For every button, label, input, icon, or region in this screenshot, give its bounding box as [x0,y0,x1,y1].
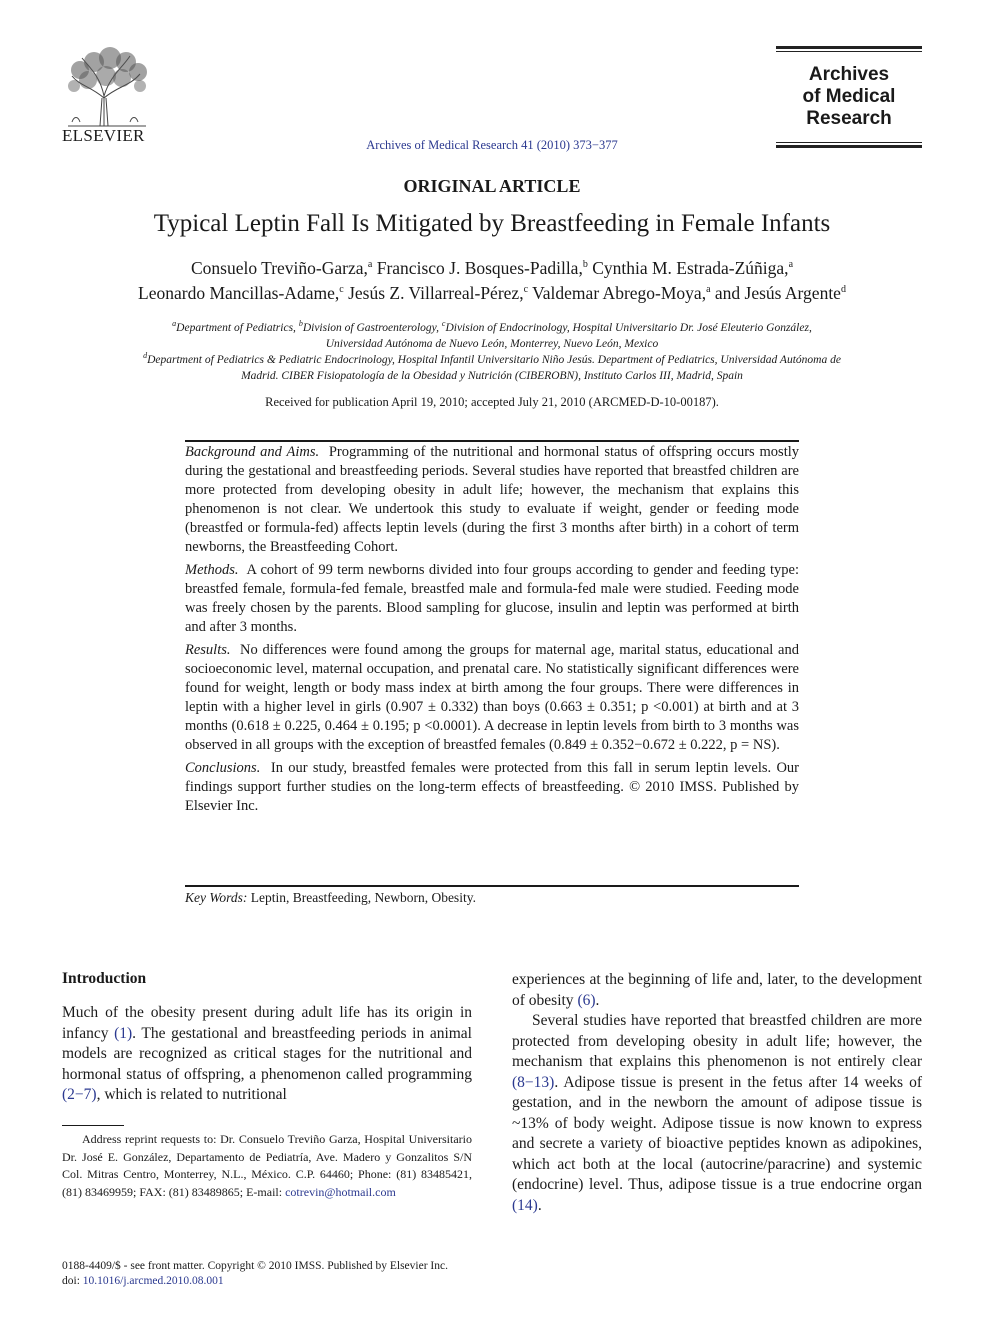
abstract-background [185,443,799,557]
affiliation-marker: a [172,319,177,328]
affiliation-text: Division of Gastroenterology, [302,321,442,334]
reference-link[interactable]: (6) [577,991,596,1009]
abstract-conclusions [185,759,799,816]
abstract-text: No differences were found among the groups for maternal age, marital status, educational and socioeconomic level, maternal occupation, and prenatal care. No statistically significant differences were found for weight, length or body mass index at birth among the four groups. There were differences in leptin with a higher level in girls (0.907 ± 0.332) than boys (0.663 ± 0.351; p <0.001) at birth and at 3 months (0.618 ± 0.225, 0.464 ± 0.195; p <0.0001). A decrease in leptin levels from birth to 3 months was observed in all groups with the exception of breastfed females (0.849 ± 0.352−0.672 ± 0.222, p = NS). [185,642,799,753]
author-name: Leonardo Mancillas-Adame, [138,283,340,303]
keywords [185,890,476,906]
body-text: . The gestational and breastfeeding periods in animal models are recognized as critical stages for the nutritional and hormonal status of offspring, a phenomenon called programming [62,1024,472,1083]
abstract-heading: Methods. [185,562,239,578]
email-link[interactable]: cotrevin@hotmail.com [285,1184,396,1199]
affiliation-text: Universidad Autónoma de Nuevo León, Monterrey, Nuevo León, Mexico [325,337,659,350]
body-paragraph [512,970,922,1011]
journal-name-line: Research [806,108,892,129]
received-dates: Received for publication April 19, 2010; accepted July 21, 2010 (ARCMED-D-10-00187). [265,395,719,409]
section-label: ORIGINAL ARTICLE [403,176,581,196]
section-heading: Introduction [62,970,147,987]
abstract-heading: Conclusions. [185,760,261,776]
left-column [62,1003,472,1106]
reference-link[interactable]: (8−13) [512,1073,555,1091]
page-footer [62,1259,448,1289]
abstract-text: Programming of the nutritional and hormonal status of offspring occurs mostly during the gestational and breastfeeding periods. Several studies have reported that breastfed children are more protected from developing obesity in adult life; however, the mechanism that explains this phenomenon is not clear. We undertook this study to evaluate if weight, gender or feeding mode (breastfed or formula-fed) affects leptin levels (during the first 3 months after birth) in a cohort of term newborns, the Breastfeeding Cohort. [185,444,800,555]
masthead-bottom-rule [776,145,922,148]
abstract-text: In our study, breastfed females were protected from this fall in serum leptin levels. Our findings support further studies on the long-term effects of breastfeeding. © 2010 IMSS. Published by Elsevier Inc. [185,760,799,814]
article-title: Typical Leptin Fall Is Mitigated by Breastfeeding in Female Infants [153,210,831,237]
body-text: Much of the obesity present during adult life has its origin in infancy [62,1004,472,1042]
publisher-name: ELSEVIER [62,126,145,145]
affiliation-marker: a [788,259,794,271]
author-list [0,283,984,304]
author-name: Cynthia M. Estrada-Zúñiga, [587,258,789,278]
body-paragraph [62,1003,472,1106]
abstract-heading: Results. [185,642,231,658]
affiliation-marker: b [582,259,588,271]
body-text: experiences at the beginning of life and, later, to the development of obesity [512,971,922,1009]
body-text: Several studies have reported that breastfed children are more protected from developing obesity in adult life; however, the mechanism that explains this phenomenon is not entirely clear [512,1012,922,1070]
author-name: Jesús Z. Villarreal-Pérez, [343,283,524,303]
affiliation-text: Department of Pediatrics & Pediatric Endocrinology, Hospital Infantil Universitario Niño Jesús. Department of Pediatrics, Universidad Autónoma de [147,353,841,366]
body-text: . Adipose tissue is present in the fetus after 14 weeks of gestation, and in the newborn the amount of adipose tissue is ~13% of body weight. Adipose tissue is now known to express and secrete a variety of bioactive peptides known as adipokines, which act both at the local (autocrine/paracrine) and systemic (endocrine) level. Thus, adipose tissue is a true endocrine organ [512,1073,922,1193]
author-list [0,258,984,279]
affiliation-marker: a [706,284,711,296]
author-name: Francisco J. Bosques-Padilla, [372,258,583,278]
affiliation-text: Madrid. CIBER Fisiopatología de la Obesidad y Nutrición (CIBEROBN), Instituto Carlos III, Madrid, Spain [241,369,743,382]
journal-name-line: Archives [808,64,890,85]
journal-masthead [776,46,922,150]
reference-link[interactable]: (1) [114,1024,133,1042]
affiliation-marker: d [840,284,846,296]
affiliation-text: Department of Pediatrics, [176,321,299,334]
masthead-top-thin-rule [776,51,922,52]
reference-link[interactable]: (2−7) [62,1086,97,1103]
abstract-methods [185,561,799,637]
keywords-label: Key Words: [185,890,248,905]
right-column [512,970,922,1216]
author-name: and Jesús Argente [710,283,841,303]
journal-name-line: of Medical [802,86,896,107]
abstract [185,443,799,820]
body-paragraph [512,1011,922,1216]
doi-label: doi: [62,1275,83,1287]
affiliation-marker: c [441,319,446,328]
affiliation [50,348,934,384]
affiliation-marker: b [298,319,303,328]
author-name: Consuelo Treviño-Garza, [190,258,368,278]
body-text: . [537,1196,542,1214]
doi-line [62,1274,448,1289]
abstract-text: A cohort of 99 term newborns divided into four groups according to gender and feeding type: breastfed female, formula-fed female, breastfed male and formula-fed male were studied. Feeding mode was freely chosen by the parents. Blood sampling for glucose, insulin and leptin was performed at birth and after 3 months. [185,562,799,635]
affiliation [50,316,934,352]
reference-link[interactable]: (14) [512,1196,538,1214]
footnote-text: Address reprint requests to: Dr. Consuelo Treviño Garza, Hospital Universitario Dr. José E. González, Departamento de Pediatría, Ave. Madero y Gonzalitos S/N Col. Mitras Centro, Monterrey, N.L., México. C.P. 64460; Phone: (81) 83485421, (81) 83469959; FAX: (81) 83489865; E-mail: [62,1132,472,1199]
affiliation-marker: d [143,351,148,360]
footnote-rule [62,1125,124,1126]
affiliation-marker: a [367,259,373,271]
masthead-top-rule [776,46,922,49]
body-text: , which is related to nutritional [96,1086,287,1103]
affiliation-text: Division of Endocrinology, Hospital Universitario Dr. José Eleuterio González, [445,321,812,334]
abstract-bottom-rule [185,885,799,887]
doi-link[interactable]: 10.1016/j.arcmed.2010.08.001 [82,1275,224,1287]
journal-citation[interactable]: Archives of Medical Research 41 (2010) 373−377 [366,138,618,152]
masthead-bottom-thin-rule [776,142,922,143]
journal-name [776,64,922,130]
keywords-text: Leptin, Breastfeeding, Newborn, Obesity. [247,890,476,905]
affiliation-marker: c [339,284,344,296]
author-name: Valdemar Abrego-Moya, [528,283,707,303]
body-text: . [595,991,600,1009]
copyright-line: 0188-4409/$ - see front matter. Copyright © 2010 IMSS. Published by Elsevier Inc. [62,1260,448,1272]
correspondence-footnote [62,1131,472,1201]
abstract-heading: Background and Aims. [185,444,320,460]
abstract-top-rule [185,440,799,442]
abstract-results [185,641,799,755]
affiliation-marker: c [523,284,529,296]
